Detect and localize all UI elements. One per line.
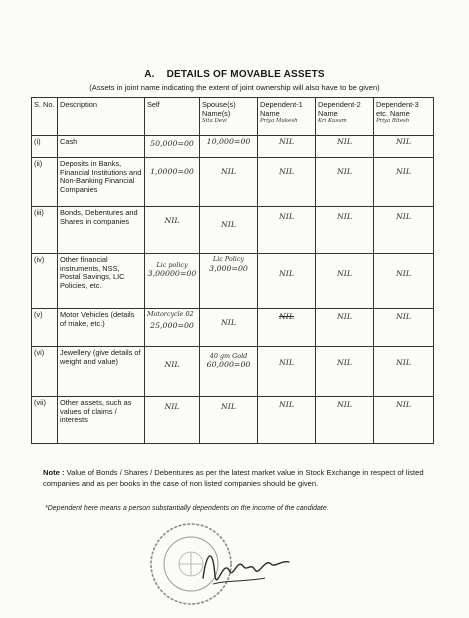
row-spouse <box>200 136 258 158</box>
row-dep3 <box>374 136 434 158</box>
note-text: Value of Bonds / Shares / Debentures as per the latest market value in Stock Exchange in respect of listed companies and as per books in the case of non listed companies should be given. <box>43 468 424 488</box>
col-description: Description <box>58 98 145 136</box>
col-dep3-label: Dependent-3 etc. Name <box>376 100 419 118</box>
spouse-value: 60,000=00 <box>206 360 251 370</box>
row-dep1 <box>258 136 316 158</box>
dep1-value: NIL <box>278 400 295 409</box>
row-self <box>145 207 200 254</box>
dep1-value: NIL <box>278 312 295 321</box>
note <box>43 467 448 489</box>
row-dep1 <box>258 309 316 347</box>
section-letter: A. <box>144 69 155 80</box>
col-dependent-1 <box>258 98 316 136</box>
col-dependent-3 <box>374 98 434 136</box>
table-row <box>32 136 434 158</box>
movable-assets-table <box>31 97 434 444</box>
row-description: Motor Vehicles (details of make, etc.) <box>58 309 145 347</box>
table-row <box>32 158 434 207</box>
row-description: Deposits in Banks, Financial Institutions and Non-Banking Financial Companies <box>58 158 145 207</box>
row-dep1 <box>258 158 316 207</box>
dep2-value: NIL <box>336 212 353 221</box>
dep3-value: NIL <box>395 358 412 367</box>
row-dep2 <box>316 136 374 158</box>
row-description: Jewellery (give details of weight and value) <box>58 347 145 397</box>
row-dep1 <box>258 207 316 254</box>
dep1-value: NIL <box>278 212 295 221</box>
table-row <box>32 309 434 347</box>
spouse-value: NIL <box>220 167 237 176</box>
self-value: 25,000=00 <box>150 321 194 331</box>
self-value: 50,000=00 <box>150 139 194 148</box>
row-dep3 <box>374 254 434 309</box>
row-dep3 <box>374 397 434 444</box>
row-sno: (iv) <box>32 254 58 309</box>
dep1-value: NIL <box>278 167 295 176</box>
col-spouse-label: Spouse(s) Name(s) <box>202 100 236 118</box>
self-value: 3,00000=00 <box>147 269 197 279</box>
row-sno: (ii) <box>32 158 58 207</box>
spouse-value: 3,000=00 <box>209 264 248 274</box>
dep3-value: NIL <box>395 212 412 221</box>
self-value: NIL <box>164 216 180 225</box>
row-spouse <box>200 254 258 309</box>
row-dep2 <box>316 309 374 347</box>
row-sno: (vi) <box>32 347 58 397</box>
row-spouse <box>200 347 258 397</box>
row-spouse <box>200 207 258 254</box>
col-sno: S. No. <box>32 98 58 136</box>
row-self <box>145 397 200 444</box>
self-note: Motorcycle 02 <box>147 310 194 318</box>
spouse-value: NIL <box>220 318 237 327</box>
row-self <box>145 347 200 397</box>
spouse-note: 40 gm Gold <box>209 352 248 360</box>
table-row <box>32 207 434 254</box>
dependent-footnote: *Dependent here means a person substantially dependents on the income of the candidate. <box>45 505 329 512</box>
col-dep1-label: Dependent-1 Name <box>260 100 303 118</box>
col-spouse <box>200 98 258 136</box>
dep2-value: NIL <box>336 137 353 146</box>
row-dep2 <box>316 207 374 254</box>
row-sno: (v) <box>32 309 58 347</box>
row-self <box>145 136 200 158</box>
col-self: Self <box>145 98 200 136</box>
dep2-value: NIL <box>336 400 353 409</box>
row-spouse <box>200 158 258 207</box>
section-heading: DETAILS OF MOVABLE ASSETS <box>166 69 325 80</box>
row-dep2 <box>316 347 374 397</box>
note-label: Note : <box>43 468 65 477</box>
self-value: NIL <box>164 402 180 411</box>
row-dep2 <box>316 397 374 444</box>
spouse-value: 10,000=00 <box>206 137 251 146</box>
row-sno: (iii) <box>32 207 58 254</box>
row-description: Cash <box>58 136 145 158</box>
row-dep1 <box>258 397 316 444</box>
row-self <box>145 254 200 309</box>
self-value: NIL <box>164 360 180 369</box>
header-row <box>32 98 434 136</box>
row-dep1 <box>258 347 316 397</box>
row-dep3 <box>374 347 434 397</box>
row-dep2 <box>316 158 374 207</box>
row-description: Other financial instruments, NSS, Postal Savings, LIC Policies, etc. <box>58 254 145 309</box>
dep3-value: NIL <box>395 167 412 176</box>
col-dependent-2 <box>316 98 374 136</box>
dep1-name: Priya Mukesh <box>260 118 298 125</box>
dep2-value: NIL <box>336 269 353 278</box>
row-dep3 <box>374 207 434 254</box>
row-spouse <box>200 309 258 347</box>
row-dep3 <box>374 158 434 207</box>
dep3-name: Priya Ritesh <box>376 118 410 125</box>
section-title <box>0 69 469 80</box>
dep1-value: NIL <box>278 137 295 146</box>
row-dep1 <box>258 254 316 309</box>
self-value: 1,0000=00 <box>150 167 194 176</box>
row-dep3 <box>374 309 434 347</box>
self-note: Lic policy <box>156 261 188 269</box>
table-row <box>32 397 434 444</box>
spouse-value: NIL <box>220 220 237 229</box>
dep3-value: NIL <box>395 137 412 146</box>
signature <box>195 540 295 600</box>
row-description: Other assets, such as values of claims / interests <box>58 397 145 444</box>
table-row <box>32 347 434 397</box>
dep1-value: NIL <box>278 269 295 278</box>
dep2-value: NIL <box>336 167 353 176</box>
dep2-value: NIL <box>336 312 353 321</box>
dep2-value: NIL <box>336 358 353 367</box>
dep3-value: NIL <box>395 269 412 278</box>
row-self <box>145 158 200 207</box>
dep1-value: NIL <box>278 358 295 367</box>
dep3-value: NIL <box>395 400 412 409</box>
row-spouse <box>200 397 258 444</box>
row-dep2 <box>316 254 374 309</box>
spouse-note: Lic Policy <box>212 255 245 263</box>
dep3-value: NIL <box>395 312 412 321</box>
row-description: Bonds, Debentures and Shares in companies <box>58 207 145 254</box>
col-dep2-label: Dependent-2 Name <box>318 100 361 118</box>
dep2-name: Kri Kusum <box>318 118 347 125</box>
spouse-value: NIL <box>220 402 237 411</box>
section-subtitle: (Assets in joint name indicating the extent of joint ownership will also have to be given) <box>89 83 380 92</box>
row-sno: (i) <box>32 136 58 158</box>
row-sno: (vii) <box>32 397 58 444</box>
row-self <box>145 309 200 347</box>
spouse-name: Sita Devi <box>202 118 227 125</box>
table-row <box>32 254 434 309</box>
